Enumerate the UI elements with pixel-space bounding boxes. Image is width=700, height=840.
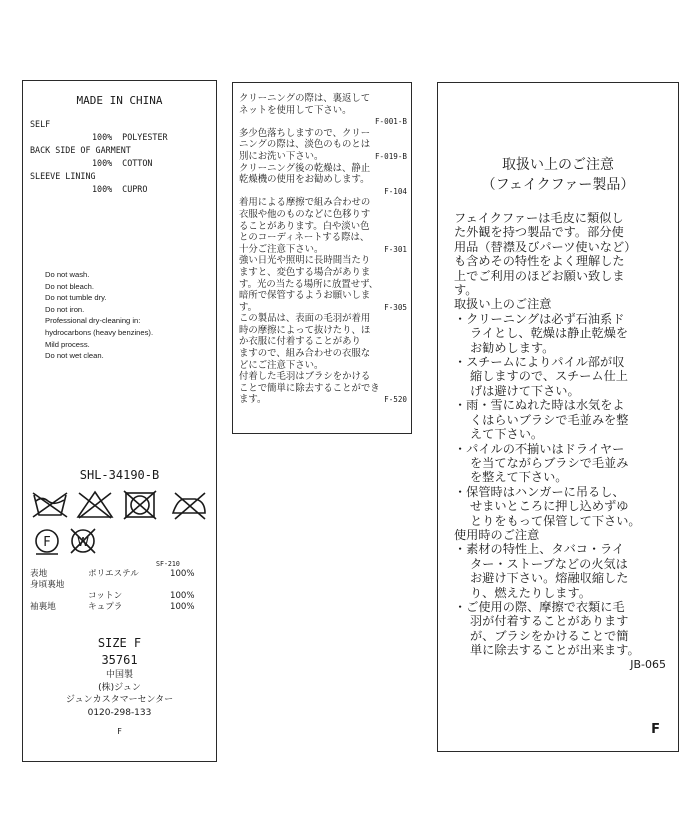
jp-part: 袖裏地 [30,602,56,612]
handling-code: F-301 [384,244,407,254]
handling-line: 時の摩擦によって抜けたり、ほ [239,324,371,336]
faux-fur-line: ・雨・雪にぬれた時は水気をよ [454,398,625,413]
customer-center: ジュンカスタマーセンター [65,695,174,705]
phone-number: 0120-298-133 [87,707,152,718]
faux-fur-line: ライとし、乾燥は静止乾燥を [470,326,629,341]
jp-material: ポリエステル [88,569,139,579]
handling-text: ます。 [239,394,267,406]
care-line: hydrocarbons (heavy benzines). [45,327,154,337]
jp-part: 表地 [30,569,48,579]
jp-material: コットン [88,591,123,601]
handling-line: か衣服に付着することがあり [239,336,361,348]
faux-fur-line: 使用時のご注意 [454,527,540,542]
faux-fur-line: ・保管時はハンガーに吊るし、 [454,484,625,499]
faux-fur-line: 羽が付着することがあります [470,614,629,629]
faux-fur-line: ・スチームによりパイル部が収 [454,355,625,370]
faux-fur-line: せまいところに押し込めずゆ [470,499,629,514]
faux-fur-line: ・クリーニングは必ず石油系ド [454,311,625,326]
handling-line [239,244,407,256]
jp-composition-row [30,580,210,591]
handling-line: ネットを使用して下さい。 [239,104,352,116]
faux-fur-line: 単に除去することが出来ます。 [470,643,640,658]
handling-line: 着用による摩擦で組み合わせの [239,197,371,209]
handling-line: ますと、変色する場合がありま [239,266,371,278]
jp-pct: 100% [170,591,195,601]
composition-part: SELF [30,119,51,129]
handling-line: この製品は、表面の毛羽が着用 [239,313,371,325]
handling-line: す。光の当たる場所に放置せず、 [239,278,379,290]
handling-code: F-104 [384,186,407,196]
origin-jp: 中国製 [105,670,133,680]
handling-line: 乾燥機の使用をお勧めします。 [239,174,370,186]
care-symbols-row-2 [33,525,113,557]
jp-composition-row [30,591,210,602]
jp-composition-block [30,569,210,613]
no-wet-clean-icon [71,529,95,553]
handling-notes [239,93,407,406]
faux-fur-line: とりをもって保管して下さい。 [470,513,641,528]
handling-line: クリーニング後の乾燥は、静止 [239,162,371,174]
maker-info [23,669,216,719]
handling-line: 衣服や他のものなどに色移りす [239,208,371,220]
composition-value [30,183,210,196]
faux-fur-line: お勧めします。 [470,340,555,355]
handling-line: ますので、組み合わせの衣服な [239,348,371,360]
title-line-1: 取扱い上のご注意 [502,157,614,173]
handling-code: F-305 [384,302,407,312]
handling-text: 十分ご注意下さい。 [239,243,324,255]
care-line: Do not wet clean. [45,351,104,361]
care-line: Mild process. [45,339,90,349]
no-bleach-icon [78,492,112,518]
care-instructions [45,269,153,362]
handling-line: 強い日光や照明に長時間当たり [239,255,371,267]
size-text: SIZE F [97,636,142,650]
footer-f: F [117,727,122,736]
handling-line: ことで簡単に除去することができ [239,382,380,394]
no-wash-icon [33,493,67,517]
jp-pct: 100% [170,569,195,579]
care-label-composition [22,80,217,762]
composition-material: CUPRO [122,184,148,194]
composition-material: POLYESTER [122,132,168,142]
composition-part: SLEEVE LINING [30,171,96,181]
faux-fur-line: を当てながらブラシで毛並み [470,455,629,470]
title-line-2: （フェイクファー製品） [481,177,635,193]
composition-material: COTTON [122,158,153,168]
handling-code: F-520 [384,395,407,405]
care-line: Do not tumble dry. [45,293,107,303]
footer-f: F [651,722,660,737]
company-name: (株)ジュン [98,682,141,693]
care-line: Do not iron. [45,304,85,314]
faux-fur-line: り、燃えたりします。 [470,585,591,600]
no-iron-icon [173,493,205,519]
handling-line [239,151,407,163]
faux-fur-line: フェイクファーは毛皮に類似し [454,211,624,225]
handling-line: 付着した毛羽はブラシをかける [239,371,371,383]
style-number: SHL-34190-B [79,468,160,482]
product-code: 35761 [101,653,138,667]
sf-code: SF-210 [156,560,180,568]
faux-fur-line: お避け下さい。熔融収縮した [470,571,629,586]
handling-line: クリーニングの際は、裏返して [239,93,371,104]
faux-fur-line: くはらいブラシで毛並みを整 [470,412,629,427]
care-label-faux-fur [437,82,679,752]
composition-pct: 100% [92,184,113,194]
faux-fur-line: 取扱い上のご注意 [454,297,552,312]
made-in-text: MADE IN CHINA [76,94,163,107]
faux-fur-line: た外観を持つ製品です。部分使 [454,225,624,240]
faux-fur-line: 上でご利用のほどお願い致しま [454,268,625,283]
svg-text:F: F [43,535,51,550]
handling-text: す。 [239,301,257,313]
composition-value [30,131,210,144]
no-tumble-dry-icon [124,491,156,519]
faux-fur-code: JB-065 [630,657,666,671]
handling-code: F-019-B [374,151,407,161]
dry-clean-f-icon [36,530,58,554]
composition-block [30,118,210,196]
faux-fur-line: を整えて下さい。 [470,470,568,485]
faux-fur-line: ・パイルの不揃いはドライヤー [454,441,625,456]
faux-fur-line: が、ブラシをかけることで簡 [470,628,629,643]
composition-pct: 100% [92,158,113,168]
handling-line: とのコーディネートする際は、 [239,232,370,244]
handling-line: ることがあります。白や淡い色 [239,220,370,232]
faux-fur-line: ・素材の特性上、タバコ・ライ [454,542,625,557]
handling-text: 別にお洗い下さい。 [239,150,324,162]
faux-fur-line: 用品（替襟及びパーツ使いなど） [454,239,637,254]
handling-line: 多少色落ちしますので、クリー [239,127,371,139]
handling-line [239,394,407,406]
handling-line: どにご注意下さい。 [239,359,324,371]
faux-fur-line: えて下さい。 [470,427,544,442]
composition-part: BACK SIDE OF GARMENT [30,145,131,155]
jp-composition-row [30,569,210,580]
faux-fur-line: ・ご使用の際、摩擦で衣類に毛 [454,599,625,614]
faux-fur-line: も含めその特性をよく理解した [454,254,625,269]
care-symbols-row-1 [31,489,211,521]
faux-fur-line: 縮しますので、スチーム仕上 [470,369,628,384]
faux-fur-line: す。 [454,283,478,298]
faux-fur-line: げは避けて下さい。 [470,383,580,398]
faux-fur-title [438,155,678,195]
jp-part: 身頃裏地 [30,580,65,590]
jp-composition-row [30,602,210,613]
jp-pct: 100% [170,602,195,612]
care-line: Do not bleach. [45,281,94,291]
handling-line: 暗所で保管するようお願いしま [239,290,371,302]
care-label-handling [232,82,412,434]
faux-fur-notes [454,211,672,672]
handling-line: ニングの際は、淡色のものとは [239,139,371,151]
composition-value [30,157,210,170]
jp-material: キュプラ [88,602,123,612]
care-line: Professional dry-cleaning in: [45,316,141,326]
care-line: Do not wash. [45,270,90,279]
faux-fur-line: ター・ストーブなどの火気は [470,556,628,571]
handling-line [239,302,407,314]
composition-pct: 100% [92,132,113,142]
svg-text:W: W [77,535,89,549]
handling-code: F-001-B [374,117,407,127]
